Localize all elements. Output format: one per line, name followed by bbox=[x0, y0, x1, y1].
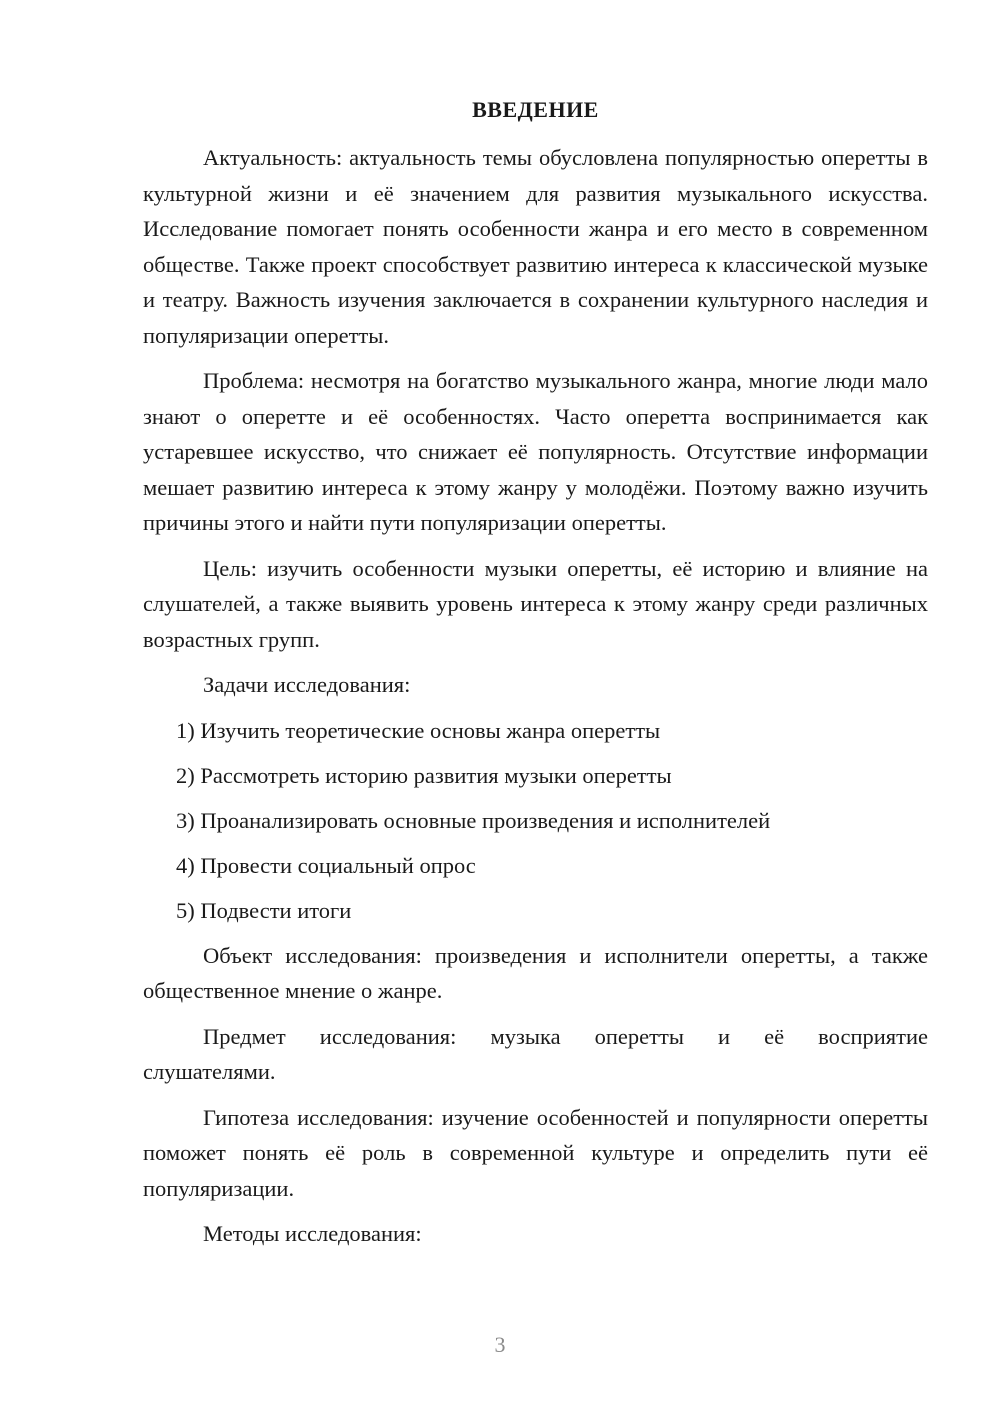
task-item: 5) Подвести итоги bbox=[176, 897, 352, 923]
page-number: 3 bbox=[494, 1332, 506, 1357]
subject-line-2: слушателями. bbox=[143, 1059, 276, 1084]
task-item: 1) Изучить теоретические основы жанра оперетты bbox=[176, 717, 661, 743]
tasks-list bbox=[143, 713, 928, 929]
task-item: 4) Провести социальный опрос bbox=[176, 852, 476, 878]
hypothesis-paragraph: Гипотеза исследования: изучение особенностей и популярности оперетты поможет понять её роль в современной культуре и определить пути её популяризации. bbox=[143, 1104, 928, 1201]
methods-heading: Методы исследования: bbox=[203, 1221, 422, 1246]
object-paragraph: Объект исследования: произведения и исполнители оперетты, а также общественное мнение о жанре. bbox=[143, 942, 928, 1003]
problem-paragraph: Проблема: несмотря на богатство музыкального жанра, многие люди мало знают о оперетте и её особенностях. Часто оперетта воспринимается как устаревшее искусство, что снижает её популярность. Отсутствие информации мешает развитию интереса к этому жанру у молодёжи. Поэтому важно изучить причины этого и найти пути популяризации оперетты. bbox=[143, 368, 928, 535]
subject-paragraph bbox=[143, 1019, 928, 1090]
task-item: 3) Проанализировать основные произведения и исполнителей bbox=[176, 807, 771, 833]
document-page bbox=[143, 96, 928, 1262]
subject-line-1: Предмет исследования: музыка оперетты и её восприятие bbox=[203, 1023, 928, 1049]
section-title: ВВЕДЕНИЕ bbox=[472, 97, 599, 122]
task-item: 2) Рассмотреть историю развития музыки оперетты bbox=[176, 762, 672, 788]
goal-paragraph: Цель: изучить особенности музыки оперетты, её историю и влияние на слушателей, а также выявить уровень интереса к этому жанру среди различных возрастных групп. bbox=[143, 555, 928, 652]
actuality-paragraph: Актуальность: актуальность темы обусловлена популярностью оперетты в культурной жизни и её значением для развития музыкального искусства. Исследование помогает понять особенности жанра и его место в современном обществе. Также проект способствует развитию интереса к классической музыке и театру. Важность изучения заключается в сохранении культурного наследия и популяризации оперетты. bbox=[143, 145, 928, 348]
tasks-heading: Задачи исследования: bbox=[203, 672, 411, 697]
